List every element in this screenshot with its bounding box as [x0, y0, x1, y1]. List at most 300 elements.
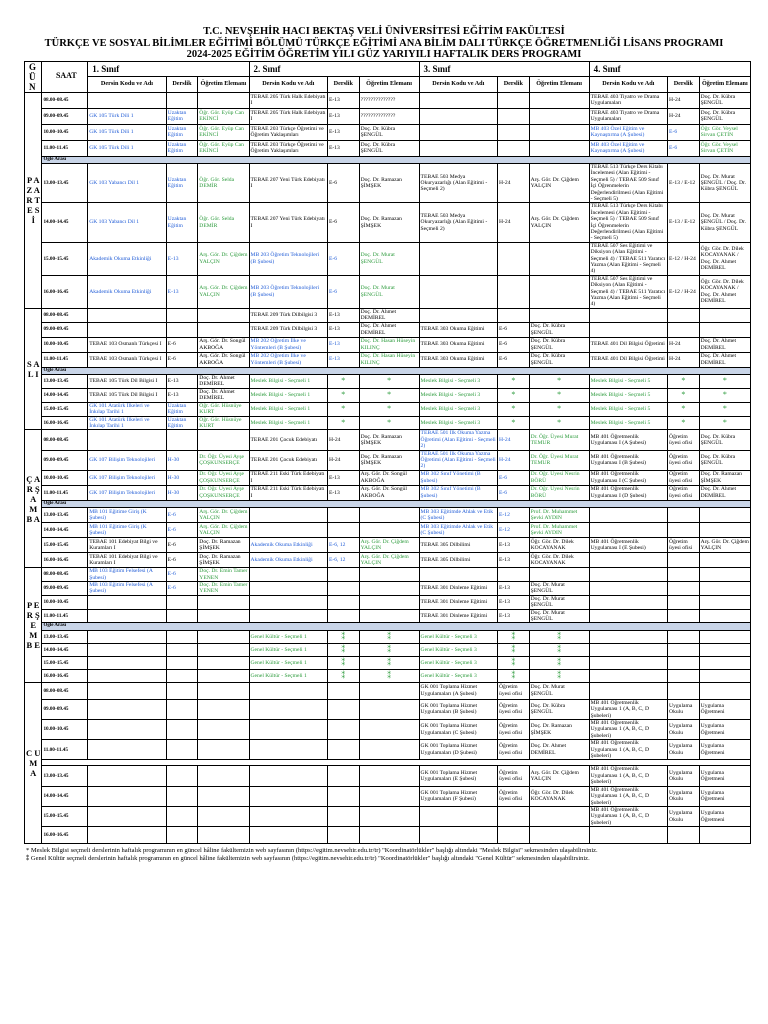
- instructor-cell: ??????????????: [359, 92, 419, 108]
- classroom-cell: E-6: [498, 337, 530, 352]
- classroom-cell: ⁑: [327, 669, 359, 682]
- time-slot: 14.00-14.45: [42, 643, 88, 656]
- course-cell: [88, 92, 166, 108]
- instructor-cell: Uygulama Öğretmeni: [699, 806, 750, 826]
- instructor-cell: Öğr. Gör. Veysel Sirvan ÇETİN: [699, 140, 750, 156]
- classroom-cell: E-6: [166, 508, 198, 523]
- classroom-cell: ⁑: [498, 630, 530, 643]
- classroom-cell: E-6, 12: [327, 553, 359, 568]
- instructor-cell: Öğr. Gör. Hüsnüye KURT: [198, 402, 249, 416]
- course-cell: [88, 720, 166, 740]
- classroom-cell: [668, 595, 700, 609]
- instructor-cell: Doç. Dr. Murat ŞENGÜL: [529, 609, 589, 623]
- course-cell: [419, 568, 497, 582]
- course-cell: Meslek Bilgisi - Seçmeli 5: [589, 388, 667, 402]
- classroom-cell: [327, 568, 359, 582]
- classroom-cell: E-13: [166, 242, 198, 275]
- classroom-cell: [166, 806, 198, 826]
- classroom-cell: *: [668, 388, 700, 402]
- instructor-cell: Öğr. Gör. Eyüp Can EKİNCİ: [198, 108, 249, 124]
- course-cell: Genel Kültür - Seçmeli 1: [249, 656, 327, 669]
- instructor-cell: Doç. Dr. Kübra ŞENGÜL: [699, 430, 750, 450]
- time-slot: 16.00-16.45: [42, 827, 88, 844]
- course-cell: TEBAE 507 Ses Eğitimi ve Diksiyon (Alan Eğitimi - Seçmeli 4) / TEBAE 511 Yaratıcı Yazma (Alan Eğitimi - Seçmeli 4): [589, 242, 667, 275]
- time-slot: 15.00-15.45: [42, 656, 88, 669]
- table-row: [25, 827, 751, 844]
- classroom-cell: *: [327, 416, 359, 430]
- table-row: [25, 140, 751, 156]
- classroom-cell: E-6: [327, 203, 359, 242]
- classroom-cell: [498, 140, 530, 156]
- course-cell: MB 401 Öğretmenlik Uygulaması I (B Şubesi): [589, 450, 667, 470]
- classroom-cell: [668, 523, 700, 538]
- instructor-cell: *: [529, 388, 589, 402]
- classroom-cell: E-13: [166, 275, 198, 308]
- course-cell: GK 103 Yabancı Dil 1: [88, 203, 166, 242]
- classroom-cell: E-6: [327, 163, 359, 202]
- instructor-cell: [198, 766, 249, 786]
- instructor-cell: *: [699, 388, 750, 402]
- course-cell: [249, 609, 327, 623]
- classroom-cell: [327, 827, 359, 844]
- classroom-cell: ⁑: [327, 656, 359, 669]
- course-cell: [249, 581, 327, 595]
- classroom-cell: E-6: [498, 322, 530, 337]
- lunch-break-label: Öğle Arası: [42, 367, 751, 374]
- course-cell: MB 103 Eğitim Felsefesi (A Şubesi): [88, 581, 166, 595]
- course-cell: [88, 609, 166, 623]
- classroom-cell: *: [498, 402, 530, 416]
- instructor-cell: [198, 720, 249, 740]
- classroom-cell: [498, 242, 530, 275]
- classroom-cell: [668, 568, 700, 582]
- instructor-cell: [198, 643, 249, 656]
- course-cell: TEBAE 401 Dil Bilgisi Öğretimi: [589, 352, 667, 367]
- time-slot: 14.00-14.45: [42, 786, 88, 806]
- classroom-cell: Uygulama Okulu: [668, 720, 700, 740]
- course-cell: GK 001 Toplama Hizmet Uygulamaları (C Şubesi): [419, 720, 497, 740]
- instructor-cell: [359, 699, 419, 719]
- classroom-cell: [166, 92, 198, 108]
- instructor-cell: [699, 827, 750, 844]
- classroom-cell: [166, 699, 198, 719]
- course-code-header: Dersin Kodu ve Adı: [589, 77, 667, 93]
- classroom-cell: E-12: [498, 508, 530, 523]
- instructor-cell: *: [699, 416, 750, 430]
- course-cell: [88, 699, 166, 719]
- course-cell: [249, 786, 327, 806]
- course-cell: GK 001 Toplama Hizmet Uygulamaları (B Şubesi): [419, 699, 497, 719]
- table-row: [25, 720, 751, 740]
- table-row: [25, 682, 751, 699]
- time-slot: 08.00-08.45: [42, 568, 88, 582]
- classroom-cell: [327, 523, 359, 538]
- classroom-cell: Uygulama Okulu: [668, 740, 700, 760]
- course-cell: Meslek Bilgisi - Seçmeli 3: [419, 416, 497, 430]
- instructor-cell: Arş. Gör. Dr. Çiğdem YALÇIN: [359, 553, 419, 568]
- instructor-cell: [198, 308, 249, 322]
- time-slot: 16.00-16.45: [42, 553, 88, 568]
- classroom-cell: Öğretim üyesi ofisi: [498, 699, 530, 719]
- course-cell: TEBAE 211 Eski Türk Edebiyatı I: [249, 470, 327, 485]
- classroom-cell: [668, 669, 700, 682]
- instructor-cell: [699, 308, 750, 322]
- time-slot: 08.00-08.45: [42, 430, 88, 450]
- instructor-cell: Doç. Dr. Kübra ŞENGÜL: [699, 108, 750, 124]
- course-cell: TEBAE 305 Dilbilimi: [419, 538, 497, 553]
- table-row: [25, 308, 751, 322]
- instructor-cell: Arş. Gör. Dr. Songül AKBOĞA: [359, 485, 419, 500]
- course-cell: [88, 669, 166, 682]
- classroom-cell: [327, 740, 359, 760]
- classroom-cell: [668, 682, 700, 699]
- day-label: Ç A R Ş A M B A: [25, 430, 42, 568]
- time-slot: 10.00-10.45: [42, 595, 88, 609]
- table-row: [25, 367, 751, 374]
- classroom-cell: [498, 308, 530, 322]
- classroom-cell: [166, 595, 198, 609]
- course-cell: Akademik Okuma Etkinliği: [249, 538, 327, 553]
- classroom-cell: [166, 682, 198, 699]
- classroom-cell: H-24: [498, 430, 530, 450]
- table-row: [25, 669, 751, 682]
- course-cell: TEBAE 207 Yeni Türk Edebiyatı I: [249, 203, 327, 242]
- classroom-cell: [668, 553, 700, 568]
- classroom-cell: [166, 740, 198, 760]
- course-cell: TEBAE 301 Dinleme Eğitimi: [419, 609, 497, 623]
- course-cell: [419, 92, 497, 108]
- instructor-cell: ⁑: [529, 656, 589, 669]
- table-row: [25, 623, 751, 630]
- document-header: [0, 0, 768, 61]
- course-cell: Genel Kültür - Seçmeli 1: [249, 630, 327, 643]
- table-row: [25, 500, 751, 507]
- course-cell: Genel Kültür - Seçmeli 3: [419, 656, 497, 669]
- course-cell: Meslek Bilgisi - Seçmeli 5: [589, 402, 667, 416]
- classroom-cell: Öğretim üyesi ofisi: [668, 450, 700, 470]
- classroom-cell: H-24: [668, 108, 700, 124]
- instructor-cell: ⁑: [529, 669, 589, 682]
- classroom-cell: [327, 720, 359, 740]
- classroom-cell: E-13: [327, 485, 359, 500]
- instructor-cell: Doç. Dr. Kübra ŞENGÜL: [359, 124, 419, 140]
- time-slot: 15.00-15.45: [42, 242, 88, 275]
- instructor-cell: Uygulama Öğretmeni: [699, 740, 750, 760]
- classroom-cell: E-13 / E-12: [668, 203, 700, 242]
- instructor-cell: [699, 656, 750, 669]
- classroom-cell: ⁑: [498, 643, 530, 656]
- lunch-break-label: Öğle Arası: [42, 500, 751, 507]
- instructor-cell: [359, 827, 419, 844]
- time-slot: 10.00-10.45: [42, 337, 88, 352]
- course-cell: MB 403 Özel Eğitim ve Kaynaştırma (A Şubesi): [589, 140, 667, 156]
- day-label: P A Z A R T E S İ: [25, 92, 42, 308]
- time-slot: 08.00-08.45: [42, 308, 88, 322]
- table-row: [25, 375, 751, 389]
- course-cell: MB 401 Öğretmenlik Uygulaması I (E Şubesi): [589, 538, 667, 553]
- instructor-cell: Doç. Dr. Ramazan ŞİMŞEK: [359, 163, 419, 202]
- time-slot: 09.00-09.45: [42, 450, 88, 470]
- time-slot: 11.00-11.45: [42, 352, 88, 367]
- classroom-cell: *: [668, 416, 700, 430]
- course-cell: MB 203 Öğretim Teknolojileri (B Şubesi): [249, 275, 327, 308]
- footer-note-genel-kultur: ⁑ Genel Kültür seçmeli derslerinin haftalık programının en güncel hâline fakültemizin web sayfasının (https://egitim.nevsehir.edu.tr/tr) "Koordinatörlükler" başlığı altındaki "Genel Kültür" sekmesinden ulaşabilirsiniz.: [26, 855, 590, 863]
- classroom-cell: [668, 308, 700, 322]
- course-cell: Meslek Bilgisi - Seçmeli 3: [419, 375, 497, 389]
- instructor-cell: Doç. Dr. Kübra ŞENGÜL: [699, 92, 750, 108]
- course-cell: [589, 669, 667, 682]
- course-cell: [419, 827, 497, 844]
- classroom-cell: Öğretim üyesi ofisi: [668, 538, 700, 553]
- classroom-cell: [327, 609, 359, 623]
- course-cell: MB 401 Öğretmenlik Uygulaması I (C Şubesi): [589, 470, 667, 485]
- instructor-cell: ⁑: [359, 630, 419, 643]
- instructor-cell: Uygulama Öğretmeni: [699, 699, 750, 719]
- course-cell: TEBAE 403 Tiyatro ve Drama Uygulamaları: [589, 92, 667, 108]
- table-row: [25, 156, 751, 163]
- instructor-cell: Öğr. Gör. Dr. Dilek KOCAYANAK: [529, 786, 589, 806]
- instructor-cell: Doç. Dr. Kübra ŞENGÜL: [529, 322, 589, 337]
- instructor-cell: Arş. Gör. Dr. Çiğdem YALÇIN: [199, 523, 248, 537]
- classroom-cell: [166, 643, 198, 656]
- time-slot: 16.00-16.45: [42, 669, 88, 682]
- table-row: [25, 699, 751, 719]
- instructor-cell: ⁑: [359, 669, 419, 682]
- classroom-cell: E-13: [327, 124, 359, 140]
- course-cell: [589, 643, 667, 656]
- course-cell: Meslek Bilgisi - Seçmeli 1: [249, 402, 327, 416]
- course-cell: [589, 523, 667, 538]
- course-cell: MB 302 Sınıf Yönetimi (B Şubesi): [419, 470, 497, 485]
- instructor-cell: [198, 806, 249, 826]
- classroom-cell: [668, 630, 700, 643]
- classroom-cell: E-6: [166, 581, 198, 595]
- instructor-cell: Doç. Dr. Ramazan ŞİMŞEK: [198, 538, 249, 553]
- classroom-cell: ⁑: [498, 656, 530, 669]
- instructor-cell: *: [529, 416, 589, 430]
- course-cell: GK 105 Türk Dili 1: [88, 140, 166, 156]
- classroom-cell: E-6: [166, 352, 198, 367]
- classroom-cell: [668, 508, 700, 523]
- course-cell: TEBAE 503 Medya Okuryazarlığı (Alan Eğitimi - Seçmeli 2): [419, 163, 497, 202]
- table-row: [25, 581, 751, 595]
- classroom-cell: E-13: [327, 140, 359, 156]
- time-slot: 14.00-14.45: [42, 203, 88, 242]
- course-cell: [419, 275, 497, 308]
- instructor-cell: [699, 523, 750, 538]
- instructor-cell: Doç. Dr. Hasan Hüseyin KILINÇ: [359, 352, 419, 367]
- instructor-cell: Arş. Gör. Dr. Çiğdem YALÇIN: [529, 203, 589, 242]
- course-cell: TEBAE 209 Türk Dilbilgisi 3: [249, 322, 327, 337]
- classroom-cell: E-6: [498, 485, 530, 500]
- course-cell: [88, 827, 166, 844]
- time-slot: 11.00-11.45: [42, 609, 88, 623]
- classroom-cell: H-24: [498, 163, 530, 202]
- sinif-3-header: 3. Sınıf: [419, 61, 589, 77]
- course-cell: TEBAE 201 Çocuk Edebiyatı: [249, 450, 327, 470]
- time-slot: 10.00-10.45: [42, 470, 88, 485]
- course-code-header: Dersin Kodu ve Adı: [249, 77, 327, 93]
- instructor-cell: Arş. Gör. Dr. Çiğdem YALÇIN: [198, 242, 249, 275]
- course-cell: [249, 827, 327, 844]
- course-cell: [589, 581, 667, 595]
- course-code-header: Dersin Kodu ve Adı: [88, 77, 166, 93]
- time-slot: 11.00-11.45: [42, 140, 88, 156]
- table-row: [25, 786, 751, 806]
- classroom-cell: E-13: [327, 470, 359, 485]
- course-cell: GK 107 Bilişim Teknolojileri: [88, 485, 166, 500]
- instructor-cell: Uygulama Öğretmeni: [699, 766, 750, 786]
- instructor-cell: Dr. Öğr. Üyesi Murat TEMUR: [529, 430, 589, 450]
- instructor-cell: [198, 786, 249, 806]
- classroom-cell: Uygulama Okulu: [668, 806, 700, 826]
- course-cell: [419, 124, 497, 140]
- classroom-cell: H-24: [668, 337, 700, 352]
- course-cell: MB 401 Öğretmenlik Uygulaması 1 (A, B, C, D Şubeleri): [589, 740, 667, 760]
- instructor-cell: Doç. Dr. Kübra ŞENGÜL: [529, 337, 589, 352]
- instructor-cell: [699, 669, 750, 682]
- table-row: [25, 595, 751, 609]
- instructor-cell: [359, 806, 419, 826]
- classroom-cell: E-13: [327, 352, 359, 367]
- instructor-cell: Dr. Öğr. Üyesi Ayşe ÇOŞKUNSERÇE: [198, 485, 249, 500]
- course-cell: MB 401 Öğretmenlik Uygulaması 1 (A, B, C, D Şubeleri): [589, 720, 667, 740]
- classroom-cell: Öğretim üyesi ofisi: [668, 470, 700, 485]
- instructor-header: Öğretim Elemanı: [699, 77, 750, 93]
- instructor-cell: Doç. Dr. Ahmet DEMİREL: [699, 485, 750, 500]
- classroom-cell: Uzaktan Eğitim: [166, 203, 198, 242]
- course-cell: [88, 656, 166, 669]
- instructor-cell: ⁑: [359, 656, 419, 669]
- course-cell: [589, 322, 667, 337]
- course-cell: TEBAE 303 Okuma Eğitimi: [419, 322, 497, 337]
- instructor-cell: [359, 786, 419, 806]
- instructor-cell: [699, 581, 750, 595]
- course-cell: [589, 568, 667, 582]
- classroom-cell: [327, 595, 359, 609]
- course-cell: TEBAE 205 Türk Halk Edebiyatı I: [250, 93, 326, 106]
- classroom-cell: E-6: [166, 523, 198, 538]
- course-cell: [249, 523, 327, 538]
- classroom-cell: [668, 581, 700, 595]
- classroom-cell: *: [668, 402, 700, 416]
- instructor-cell: Dr. Öğr. Üyesi Nesrin BÖRÜ: [529, 485, 589, 500]
- table-row: [25, 643, 751, 656]
- course-code-header: Dersin Kodu ve Adı: [419, 77, 497, 93]
- table-row: [25, 242, 751, 275]
- instructor-cell: Doç. Dr. Kübra ŞENGÜL: [529, 352, 589, 367]
- instructor-cell: Doç. Dr. Murat ŞENGÜL: [529, 595, 589, 609]
- instructor-cell: [529, 827, 589, 844]
- time-slot: 09.00-09.45: [42, 581, 88, 595]
- classroom-cell: [327, 682, 359, 699]
- instructor-cell: *: [529, 375, 589, 389]
- course-cell: TEBAE 401 Dil Bilgisi Öğretimi: [589, 337, 667, 352]
- course-cell: Meslek Bilgisi - Seçmeli 1: [249, 388, 327, 402]
- course-cell: [88, 806, 166, 826]
- instructor-cell: Doç. Dr. Ahmet DEMİREL: [359, 322, 419, 337]
- course-cell: Meslek Bilgisi - Seçmeli 3: [419, 388, 497, 402]
- classroom-cell: Öğretim üyesi ofisi: [668, 485, 700, 500]
- classroom-cell: [166, 720, 198, 740]
- course-cell: [249, 568, 327, 582]
- table-row: [25, 656, 751, 669]
- classroom-cell: E-6: [166, 538, 198, 553]
- course-cell: [249, 595, 327, 609]
- instructor-cell: Öğr. Gör. Veysel Sirvan ÇETİN: [699, 124, 750, 140]
- table-row: [25, 108, 751, 124]
- classroom-cell: E-13: [327, 308, 359, 322]
- classroom-cell: E-12 / H-24: [668, 275, 700, 308]
- instructor-cell: Doç. Dr. Kübra ŞENGÜL: [529, 699, 589, 719]
- table-row: [25, 337, 751, 352]
- instructor-cell: [359, 682, 419, 699]
- time-slot: 14.00-14.45: [42, 388, 88, 402]
- time-slot: 08.00-08.45: [42, 92, 88, 108]
- course-cell: [589, 553, 667, 568]
- course-cell: MB 401 Öğretmenlik Uygulaması 1 (A, B, C, D Şubeleri): [589, 786, 667, 806]
- classroom-cell: [498, 92, 530, 108]
- classroom-cell: E-13: [327, 322, 359, 337]
- table-row: [25, 523, 751, 538]
- course-cell: [249, 682, 327, 699]
- classroom-cell: Öğretim üyesi ofisi: [668, 430, 700, 450]
- course-cell: TEBAE 513 Türkçe Ders Kitabı İncelemesi (Alan Eğitimi - Seçmeli 5) / TEBAE 509 Sınıf İçi Öğrenmelerin Değerlendirilmesi (Alan Eğitimi - Seçmeli 5): [589, 163, 667, 202]
- classroom-cell: H-24: [668, 352, 700, 367]
- table-row: [25, 322, 751, 337]
- course-cell: TEBAE 105 Türk Dil Bilgisi I: [88, 375, 166, 389]
- instructor-cell: [359, 740, 419, 760]
- day-label: C U M A: [25, 682, 42, 843]
- instructor-cell: Doç. Dr. Ramazan ŞİMŞEK: [699, 470, 750, 485]
- instructor-cell: [198, 595, 249, 609]
- classroom-cell: H-30: [166, 470, 198, 485]
- table-row: [25, 470, 751, 485]
- instructor-cell: Doç. Dr. Murat ŞENGÜL / Doç. Dr. Kübra ŞENGÜL: [699, 163, 750, 202]
- instructor-cell: Öğr. Gör. Dr. Dilek KOCAYANAK / Doç. Dr. Ahmet DEMİREL: [699, 275, 750, 308]
- instructor-cell: Doç. Dr. Murat ŞENGÜL: [529, 682, 589, 699]
- classroom-cell: E-13: [498, 538, 530, 553]
- classroom-cell: Öğretim üyesi ofisi: [498, 720, 530, 740]
- instructor-cell: [198, 669, 249, 682]
- instructor-cell: [359, 766, 419, 786]
- course-cell: TEBAE 101 Edebiyat Bilgi ve Kuramları I: [88, 553, 166, 568]
- table-row: [25, 163, 751, 202]
- classroom-cell: [668, 322, 700, 337]
- instructor-cell: ⁑: [529, 630, 589, 643]
- instructor-cell: Öğr. Gör. Selda DEMİR: [198, 163, 249, 202]
- classroom-cell: Uzaktan Eğitim: [166, 402, 198, 416]
- course-cell: [88, 682, 166, 699]
- sinif-4-header: 4. Sınıf: [589, 61, 750, 77]
- course-cell: TEBAE 207 Yeni Türk Edebiyatı I: [249, 163, 327, 202]
- classroom-cell: Uygulama Okulu: [668, 699, 700, 719]
- instructor-header: Öğretim Elemanı: [359, 77, 419, 93]
- instructor-cell: [529, 108, 589, 124]
- classroom-cell: [668, 656, 700, 669]
- classroom-cell: E-6: [327, 242, 359, 275]
- classroom-cell: E-13 / E-12: [668, 163, 700, 202]
- course-cell: [419, 140, 497, 156]
- classroom-cell: Uzaktan Eğitim: [166, 108, 198, 124]
- instructor-cell: Dr. Öğr. Üyesi Nesrin BÖRÜ: [529, 470, 589, 485]
- course-cell: MB 203 Öğretim Teknolojileri (B Şubesi): [249, 242, 327, 275]
- table-row: [25, 388, 751, 402]
- classroom-cell: *: [498, 375, 530, 389]
- instructor-cell: Doç. Dr. Ramazan ŞİMŞEK: [198, 553, 249, 568]
- course-cell: MB 403 Özel Eğitim ve Kaynaştırma (A Şubesi): [589, 124, 667, 140]
- course-cell: Meslek Bilgisi - Seçmeli 1: [249, 416, 327, 430]
